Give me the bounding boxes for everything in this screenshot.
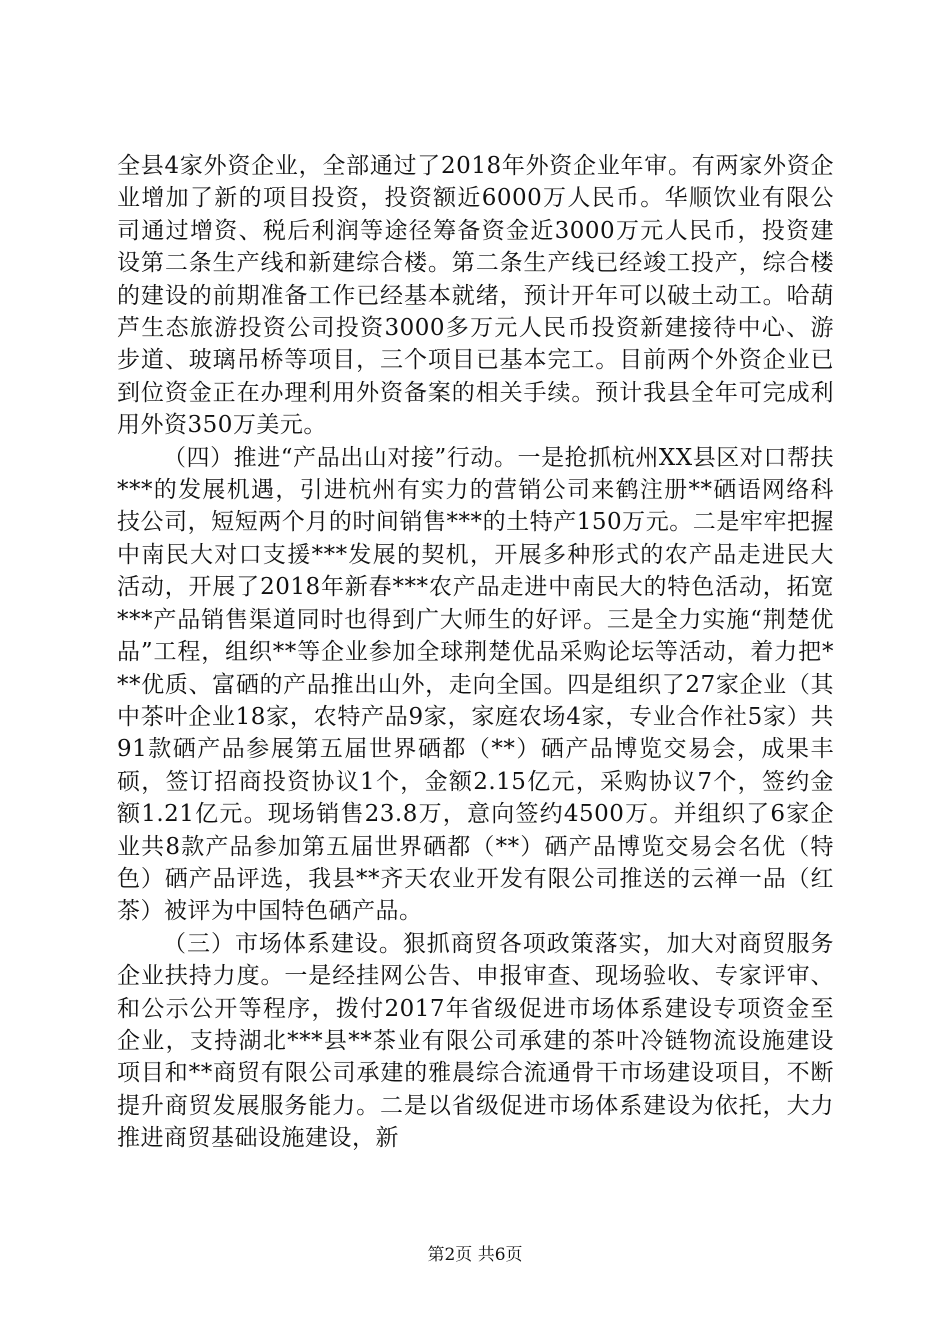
- paragraph-foreign-enterprises: 全县4家外资企业，全部通过了2018年外资企业年审。有两家外资企业增加了新的项目投资，投资额近6000万人民币。华顺饮业有限公司通过增资、税后利润等途径筹备资金近3000万元人民币，投资建设第二条生产线和新建综合楼。第二条生产线已经竣工投产，综合楼的建设的前期准备工作已经基本就绪，预计开年可以破土动工。哈葫芦生态旅游投资公司投资3000多万元人民币投资新建接待中心、游步道、玻璃吊桥等项目，三个项目已基本完工。目前两个外资企业已到位资金正在办理利用外资备案的相关手续。预计我县全年可完成利用外资350万美元。: [117, 153, 834, 439]
- paragraph-product-outreach: （四）推进“产品出山对接”行动。一是抢抓杭州XX县区对口帮扶***的发展机遇，引进杭州有实力的营销公司来鹤注册**硒语网络科技公司，短短两个月的时间销售***的土特产150万元。二是牢牢把握中南民大对口支援***发展的契机，开展多种形式的农产品走进民大活动，开展了2018年新春***农产品走进中南民大的特色活动，拓宽***产品销售渠道同时也得到广大师生的好评。三是全力实施“荆楚优品”工程，组织**等企业参加全球荆楚优品采购论坛等活动，着力把***优质、富硒的产品推出山外，走向全国。四是组织了27家企业（其中茶叶企业18家，农特产品9家，家庭农场4家，专业合作社5家）共91款硒产品参展第五届世界硒都（**）硒产品博览交易会，成果丰硕，签订招商投资协议1个，金额2.15亿元，采购协议7个，签约金额1.21亿元。现场销售23.8万，意向签约4500万。并组织了6家企业共8款产品参加第五届世界硒都（**）硒产品博览交易会名优（特色）硒产品评选，我县**齐天农业开发有限公司推送的云禅一品（红茶）被评为中国特色硒产品。: [117, 444, 834, 925]
- paragraph-market-system: （三）市场体系建设。狠抓商贸各项政策落实，加大对商贸服务企业扶持力度。一是经挂网公告、申报审查、现场验收、专家评审、和公示公开等程序，拨付2017年省级促进市场体系建设专项资金至企业，支持湖北***县**茶业有限公司承建的茶叶冷链物流设施建设项目和**商贸有限公司承建的雅晨综合流通骨干市场建设项目，不断提升商贸发展服务能力。二是以省级促进市场体系建设为依托，大力推进商贸基础设施建设，新: [117, 930, 834, 1152]
- document-body: [117, 150, 834, 1155]
- page-number-footer: 第2页 共6页: [427, 1245, 523, 1265]
